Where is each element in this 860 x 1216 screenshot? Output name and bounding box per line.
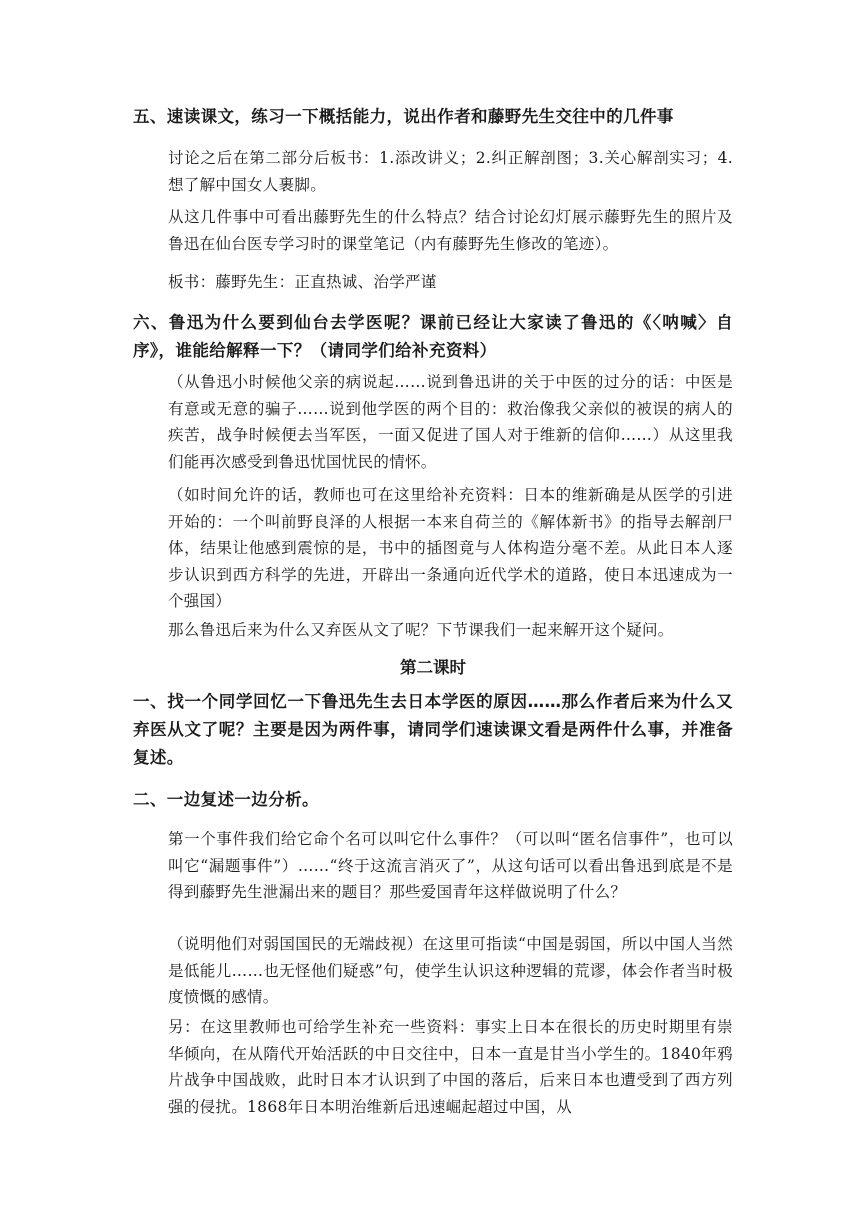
lesson-two-section-two-paragraph-3: 另：在这里教师也可给学生补充一些资料：事实上日本在很长的历史时期里有崇华倾向，在从隋代开始活跃的中日交往中，日本一直是甘当小学生的。1840年鸦片战争中国战败，此时日本才认识到了中国的落后，后来日本也遭受到了西方列强的侵扰。1868年日本明治维新后迅速崛起超过中国，从	[168, 1018, 733, 1116]
lesson-two-section-two-paragraph-1: 第一个事件我们给它命个名可以叫它什么事件？（可以叫“匿名信事件”，也可以叫它“漏题事件”）……“终于这流言消灭了”，从这句话可以看出鲁迅到底是不是得到藤野先生泄漏出来的题目？那些爱国青年这样做说明了什么？	[168, 830, 733, 901]
section-five-heading: 五、速读课文，练习一下概括能力，说出作者和藤野先生交往中的几件事	[133, 107, 674, 126]
section-six-paragraph-3: 那么鲁迅后来为什么又弃医从文了呢？下节课我们一起来解开这个疑问。	[168, 621, 674, 639]
lesson-two-section-two-heading: 二、一边复述一边分析。	[133, 790, 319, 809]
section-five-paragraph-2: 从这几件事中可看出藤野先生的什么特点？结合讨论幻灯展示藤野先生的照片及鲁迅在仙台医专学习时的课堂笔记（内有藤野先生修改的笔迹）。	[168, 208, 733, 253]
lesson-two-title: 第二课时	[400, 658, 466, 677]
lesson-two-section-two-paragraph-2: （说明他们对弱国国民的无端歧视）在这里可指读“中国是弱国，所以中国人当然是低能儿……也无怪他们疑惑”句，使学生认识这种逻辑的荒谬，体会作者当时极度愤慨的感情。	[168, 935, 733, 1006]
section-six-heading: 六、鲁迅为什么要到仙台去学医呢？课前已经让大家读了鲁迅的《〈呐喊〉自序》，谁能给解释一下？（请同学们给补充资料）	[133, 313, 733, 360]
lesson-two-section-one-heading: 一、找一个同学回忆一下鲁迅先生去日本学医的原因……那么作者后来为什么又弃医从文了呢？主要是因为两件事，请同学们速读课文看是两件什么事，并准备复述。	[133, 692, 733, 767]
section-five-paragraph-1: 讨论之后在第二部分后板书：1.添改讲义；2.纠正解剖图；3.关心解剖实习；4.想了解中国女人裹脚。	[168, 149, 733, 194]
section-six-paragraph-1: （从鲁迅小时候他父亲的病说起……说到鲁迅讲的关于中医的过分的话：中医是有意或无意的骗子……说到他学医的两个目的：救治像我父亲似的被误的病人的疾苦，战争时候便去当军医，一面又促进了国人对于维新的信仰……）从这里我们能再次感受到鲁迅忧国忧民的情怀。	[168, 373, 733, 471]
section-six-paragraph-2: （如时间允许的话，教师也可在这里给补充资料：日本的维新确是从医学的引进开始的：一个叫前野良泽的人根据一本来自荷兰的《解体新书》的指导去解剖尸体，结果让他感到震惊的是，书中的插图竟与人体构造分毫不差。从此日本人逐步认识到西方科学的先进，开辟出一条通向近代学术的道路，使日本迅速成为一个强国）	[168, 486, 733, 610]
section-five-paragraph-3: 板书：藤野先生：正直热诚、治学严谨	[168, 273, 437, 291]
